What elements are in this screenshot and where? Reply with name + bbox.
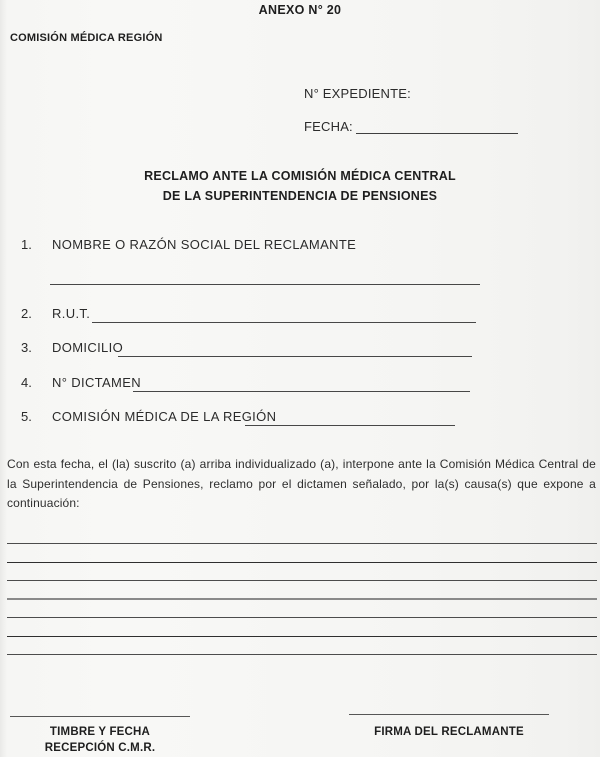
form-title-line1: RECLAMO ANTE LA COMISIÓN MÉDICA CENTRAL — [144, 169, 456, 183]
stamp-signature-line — [10, 716, 190, 717]
item-3-number: 3. — [21, 340, 32, 355]
region-label: COMISIÓN MÉDICA REGIÓN — [10, 32, 163, 44]
item-4-number: 4. — [21, 375, 32, 390]
item-3-label: DOMICILIO — [52, 340, 124, 355]
item-5-number: 5. — [21, 409, 32, 424]
stamp-signature-label — [10, 724, 190, 756]
answer-lines — [7, 526, 597, 655]
claimant-label-line1: FIRMA DEL RECLAMANTE — [374, 726, 524, 738]
fecha-label: FECHA: — [304, 119, 353, 134]
item-2-number: 2. — [21, 306, 32, 321]
answer-line — [7, 544, 597, 562]
answer-line — [7, 600, 597, 618]
form-title — [0, 166, 600, 206]
stamp-label-line1: TIMBRE Y FECHA — [49, 726, 151, 738]
claimant-signature-line — [349, 714, 549, 715]
item-4-blank-line — [133, 391, 470, 392]
item-4-label: N° DICTAMEN — [52, 375, 141, 390]
item-5-label: COMISIÓN MÉDICA DE LA REGIÓN — [52, 409, 277, 424]
item-1-blank-line — [50, 284, 480, 285]
item-1-number: 1. — [21, 237, 32, 252]
item-1-label: NOMBRE O RAZÓN SOCIAL DEL RECLAMANTE — [52, 237, 357, 252]
answer-line — [7, 618, 597, 636]
stamp-label-line2: RECEPCIÓN C.M.R. — [44, 742, 156, 754]
answer-line — [7, 563, 597, 581]
claimant-signature-label — [349, 724, 549, 740]
item-2-blank-line — [92, 322, 476, 323]
annex-title: ANEXO N° 20 — [258, 3, 342, 17]
form-title-line2: DE LA SUPERINTENDENCIA DE PENSIONES — [162, 189, 438, 203]
item-5-blank-line — [245, 425, 455, 426]
fecha-blank-line — [356, 120, 518, 134]
body-paragraph: Con esta fecha, el (la) suscrito (a) arriba individualizado (a), interpone ante la Comisión Médica Central de la Superintendencia de Pensiones, reclamo por el dictamen señalado, por la(s) causa(s) que expone a continuación: — [7, 457, 596, 510]
item-3-blank-line — [118, 356, 472, 357]
expediente-label: N° EXPEDIENTE: — [304, 86, 411, 101]
answer-line — [7, 581, 597, 600]
answer-line — [7, 637, 597, 655]
fecha-field — [304, 119, 518, 134]
answer-line — [7, 526, 597, 544]
item-2-label: R.U.T. — [52, 306, 91, 321]
